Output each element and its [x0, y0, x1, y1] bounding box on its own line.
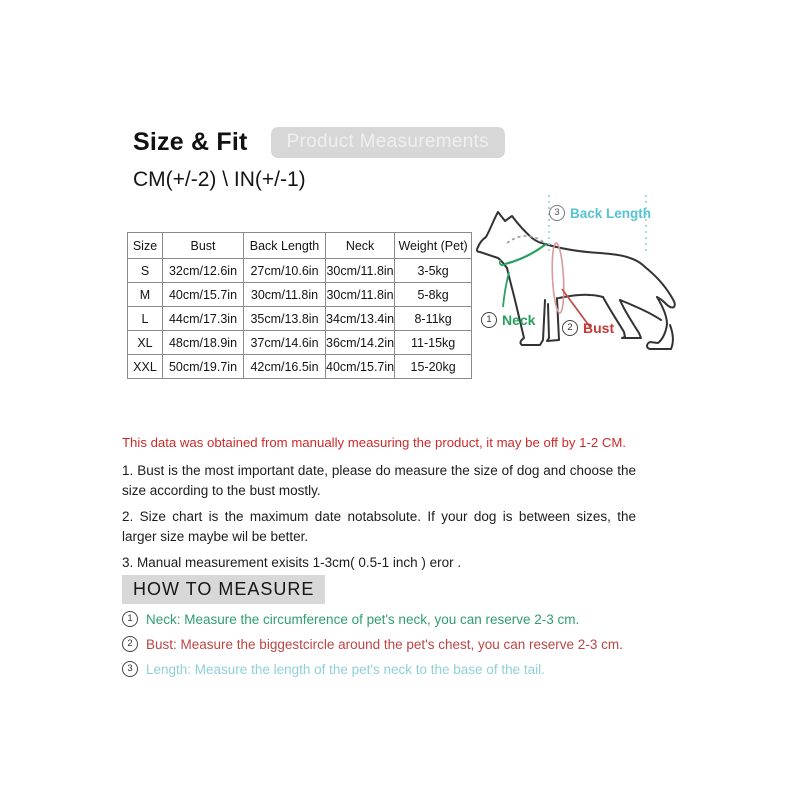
circled-3-icon: 3	[549, 205, 565, 221]
back-length-label-text: Back Length	[570, 205, 652, 221]
cell-neck: 30cm/11.8in	[326, 259, 395, 283]
cell-bust: 40cm/15.7in	[163, 283, 244, 307]
note-item-3: 3. Manual measurement exisits 1-3cm( 0.5-1 inch ) eror .	[122, 555, 462, 570]
dog-thigh-line	[620, 300, 661, 320]
dog-hindleg-near-outline	[647, 297, 673, 349]
circled-3-icon: 3	[122, 661, 138, 677]
cell-weight: 3-5kg	[395, 259, 472, 283]
circled-2-icon: 2	[122, 636, 138, 652]
product-measurements-badge: Product Measurements	[271, 127, 505, 158]
cell-back-length: 30cm/11.8in	[244, 283, 326, 307]
dog-head-outline	[478, 212, 545, 247]
measure-instruction-length	[122, 661, 623, 677]
header-cell-neck: Neck	[326, 233, 395, 259]
cell-bust: 50cm/19.7in	[163, 355, 244, 379]
dog-frontleg-far-outline	[547, 298, 559, 341]
cell-neck: 36cm/14.2in	[326, 331, 395, 355]
cell-neck: 40cm/15.7in	[326, 355, 395, 379]
circled-2-icon: 2	[562, 320, 578, 336]
table-header-row	[128, 233, 472, 259]
bust-label-text: Bust	[583, 320, 615, 336]
size-chart-table	[127, 232, 472, 379]
table-row-xl	[128, 331, 472, 355]
cell-weight: 11-15kg	[395, 331, 472, 355]
circled-1-icon: 1	[122, 611, 138, 627]
cell-back-length: 35cm/13.8in	[244, 307, 326, 331]
cell-bust: 44cm/17.3in	[163, 307, 244, 331]
page-header	[133, 127, 505, 158]
units-tolerance-note: CM(+/-2) \ IN(+/-1)	[133, 168, 306, 191]
back-length-label	[549, 205, 651, 221]
measure-instruction-text: Neck: Measure the circumference of pet's neck, you can reserve 2-3 cm.	[146, 611, 580, 627]
measure-instruction-bust	[122, 636, 623, 652]
cell-neck: 30cm/11.8in	[326, 283, 395, 307]
note-item-2: 2. Size chart is the maximum date notabsolute. If your dog is between sizes, the larger size maybe wil be better.	[122, 509, 636, 544]
measure-instruction-text: Bust: Measure the biggestcircle around the pet's chest, you can reserve 2-3 cm.	[146, 636, 623, 652]
cell-size: S	[128, 259, 163, 283]
note-item-1: 1. Bust is the most important date, please do measure the size of dog and choose the size according to the bust mostly.	[122, 463, 636, 498]
header-cell-back-length: Back Length	[244, 233, 326, 259]
cell-bust: 48cm/18.9in	[163, 331, 244, 355]
cell-size: XL	[128, 331, 163, 355]
table-row-xxl	[128, 355, 472, 379]
cell-bust: 32cm/12.6in	[163, 259, 244, 283]
cell-weight: 8-11kg	[395, 307, 472, 331]
neck-label	[481, 312, 535, 328]
cell-size: L	[128, 307, 163, 331]
cell-weight: 5-8kg	[395, 283, 472, 307]
dog-back-outline	[545, 244, 645, 267]
table-row-l	[128, 307, 472, 331]
dog-frontleg-near-outline	[507, 268, 545, 345]
table-row-m	[128, 283, 472, 307]
cell-size: M	[128, 283, 163, 307]
table-row-s	[128, 259, 472, 283]
cell-back-length: 37cm/14.6in	[244, 331, 326, 355]
neck-pointer-line	[503, 272, 509, 307]
circled-1-icon: 1	[481, 312, 497, 328]
page-title: Size & Fit	[133, 128, 248, 156]
cell-back-length: 42cm/16.5in	[244, 355, 326, 379]
header-cell-weight: Weight (Pet)	[395, 233, 472, 259]
cell-size: XXL	[128, 355, 163, 379]
notes-section	[122, 435, 636, 580]
cell-weight: 15-20kg	[395, 355, 472, 379]
how-to-measure-list	[122, 611, 623, 686]
cell-neck: 34cm/13.4in	[326, 307, 395, 331]
cell-back-length: 27cm/10.6in	[244, 259, 326, 283]
measure-instruction-text: Length: Measure the length of the pet's neck to the base of the tail.	[146, 661, 545, 677]
dog-measurement-diagram	[462, 192, 694, 358]
measure-instruction-neck	[122, 611, 623, 627]
neck-label-text: Neck	[502, 312, 536, 328]
header-cell-size: Size	[128, 233, 163, 259]
neck-guide-green-arc	[505, 244, 546, 264]
measurement-disclaimer: This data was obtained from manually measuring the product, it may be off by 1-2 CM.	[122, 435, 627, 450]
bust-label	[562, 320, 614, 336]
header-cell-bust: Bust	[163, 233, 244, 259]
how-to-measure-heading: HOW TO MEASURE	[122, 575, 325, 604]
